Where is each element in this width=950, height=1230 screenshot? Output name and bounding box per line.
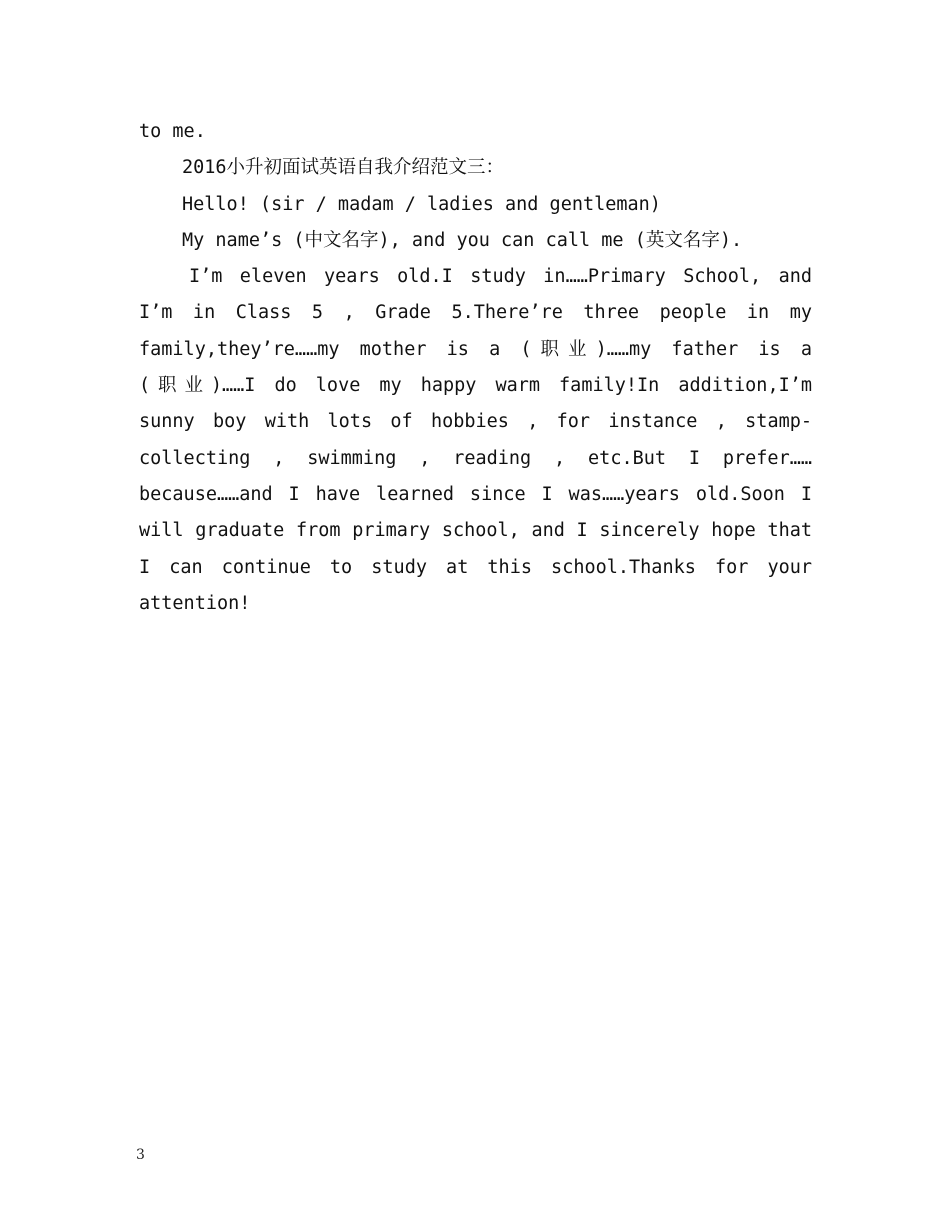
- text-line: collecting , swimming , reading , etc.But I prefer……: [139, 447, 812, 469]
- text-line: attention!: [139, 592, 251, 614]
- text-line: will graduate from primary school, and I sincerely hope that: [139, 520, 812, 542]
- text-line: I’m in Class 5 , Grade 5.There’re three people in my: [139, 302, 812, 324]
- text-line: I can continue to study at this school.Thanks for your: [139, 556, 812, 578]
- text-line: sunny boy with lots of hobbies , for instance , stamp-: [139, 411, 812, 433]
- text-line: Hello! (sir / madam / ladies and gentleman): [182, 193, 661, 215]
- text-line: family,they’re……my mother is a (职业)……my father is a: [139, 338, 812, 360]
- text-line: I’m eleven years old.I study in……Primary School, and: [189, 266, 812, 288]
- text-line: to me.: [139, 121, 206, 142]
- text-line: My name’s (中文名字), and you can call me (英文名字).: [182, 229, 743, 251]
- page-number: 3: [136, 1147, 145, 1163]
- section-heading: 2016小升初面试英语自我介绍范文三：: [182, 157, 505, 179]
- text-line: (职业)……I do love my happy warm family!In addition,I’m: [139, 375, 812, 397]
- document-body: [139, 114, 812, 622]
- text-line: because……and I have learned since I was……years old.Soon I: [139, 483, 812, 505]
